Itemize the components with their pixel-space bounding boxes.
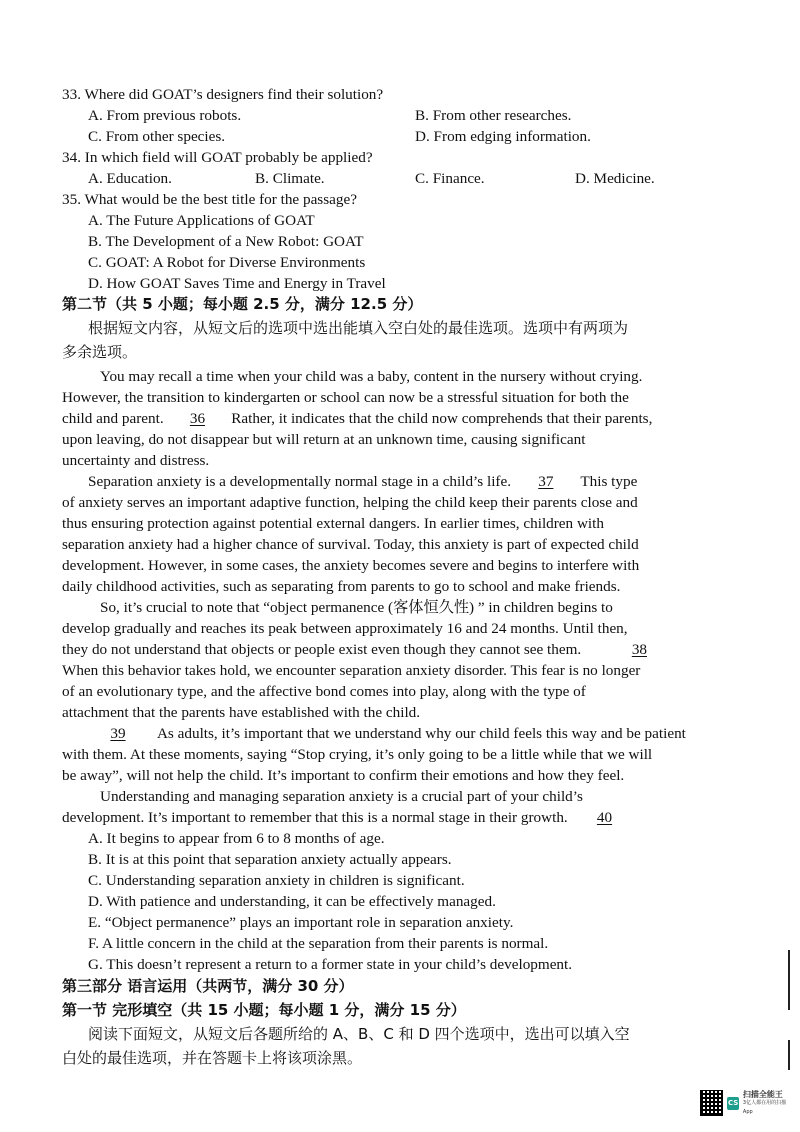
p2-line4: separation anxiety had a higher chance of survival. Today, this anxiety is part of expected child <box>62 536 639 553</box>
p5-line1: Understanding and managing separation anxiety is a crucial part of your child’s <box>100 788 583 805</box>
p2-line1-start: Separation anxiety is a developmentally normal stage in a child’s life. <box>88 473 512 490</box>
p2-line3: thus ensuring protection against potential external dangers. In earlier times, children with <box>62 515 604 532</box>
blank-37: 37 <box>538 473 554 490</box>
p3-line4: When this behavior takes hold, we encounter separation anxiety disorder. This fear is no longer <box>62 662 641 679</box>
question-35-option-b: B. The Development of a New Robot: GOAT <box>88 233 364 250</box>
question-35-stem: 35. What would be the best title for the passage? <box>62 191 357 208</box>
p5-line2-text: development. It’s important to remember that this is a normal stage in their growth. <box>62 809 568 826</box>
question-35-option-d: D. How GOAT Saves Time and Energy in Travel <box>88 275 386 292</box>
blank-39: 39 <box>110 725 126 742</box>
choice-f: F. A little concern in the child at the separation from their parents is normal. <box>88 935 549 952</box>
p2-line1 <box>88 471 637 492</box>
p2-line5: development. However, in some cases, the anxiety becomes severe and begins to interfere with <box>62 557 640 574</box>
p1-line3-start: child and parent. <box>62 410 164 427</box>
blank-38: 38 <box>631 641 647 658</box>
section-2-instruction-line1: 根据短文内容，从短文后的选项中选出能填入空白处的最佳选项。选项中有两项为 <box>88 319 629 337</box>
p2-line1-end: This type <box>580 473 638 490</box>
p4-line1 <box>88 723 686 744</box>
section-2-instruction-line2: 多余选项。 <box>62 343 138 361</box>
p1-line2: However, the transition to kindergarten or school can now be a stressful situation for both the <box>62 389 629 406</box>
p3-line6: attachment that the parents have established with the child. <box>62 704 421 721</box>
part-3-heading: 第三部分 语言运用（共两节，满分 30 分） <box>62 977 354 995</box>
qr-code-icon <box>700 1090 723 1116</box>
p1-line3-end: Rather, it indicates that the child now comprehends that their parents, <box>231 410 653 427</box>
camscanner-logo-icon: CS <box>727 1097 739 1110</box>
scan-edge-mark <box>788 950 790 1010</box>
p1-line1: You may recall a time when your child was a baby, content in the nursery without crying. <box>100 368 643 385</box>
part-3-sub-heading: 第一节 完形填空（共 15 小题；每小题 1 分，满分 15 分） <box>62 1001 466 1019</box>
blank-36: 36 <box>189 410 206 427</box>
choice-c: C. Understanding separation anxiety in children is significant. <box>88 872 465 889</box>
scanner-watermark <box>700 1088 790 1118</box>
p3-line3 <box>62 639 647 660</box>
p3-line2: develop gradually and reaches its peak between approximately 16 and 24 months. Until then, <box>62 620 628 637</box>
p4-line2: with them. At these moments, saying “Stop crying, it’s only going to be a little while that we will <box>62 746 653 763</box>
choice-a: A. It begins to appear from 6 to 8 months of age. <box>88 830 385 847</box>
part-3-instruction-line2: 白处的最佳选项，并在答题卡上将该项涂黑。 <box>62 1049 363 1067</box>
p2-line6: daily childhood activities, such as separating from parents to go to school and make friends. <box>62 578 621 595</box>
p3-line3-text: they do not understand that objects or people exist even though they cannot see them. <box>62 641 582 658</box>
part-3-instruction-line1: 阅读下面短文，从短文后各题所给的 A、B、C 和 D 四个选项中，选出可以填入空 <box>88 1025 630 1043</box>
choice-d: D. With patience and understanding, it can be effectively managed. <box>88 893 496 910</box>
choice-b: B. It is at this point that separation anxiety actually appears. <box>88 851 452 868</box>
question-33-option-c: C. From other species. <box>88 128 226 145</box>
question-34-option-d: D. Medicine. <box>575 170 655 187</box>
scanner-subtitle: 3亿人都在用的扫描App <box>742 1099 787 1115</box>
question-33-option-a: A. From previous robots. <box>88 107 242 124</box>
section-2-heading: 第二节（共 5 小题；每小题 2.5 分，满分 12.5 分） <box>62 295 423 313</box>
question-34-option-c: C. Finance. <box>415 170 485 187</box>
p2-line2: of anxiety serves an important adaptive function, helping the child keep their parents close and <box>62 494 638 511</box>
question-33-option-d: D. From edging information. <box>415 128 591 145</box>
p1-line5: uncertainty and distress. <box>62 452 210 469</box>
question-34-option-a: A. Education. <box>88 170 172 187</box>
question-33-option-b: B. From other researches. <box>415 107 572 124</box>
p3-line1: So, it’s crucial to note that “object permanence (客体恒久性) ” in children begins to <box>100 599 613 616</box>
choice-e: E. “Object permanence” plays an important role in separation anxiety. <box>88 914 514 931</box>
p5-line2 <box>62 807 632 828</box>
question-33-stem: 33. Where did GOAT’s designers find their solution? <box>62 86 384 103</box>
question-34-stem: 34. In which field will GOAT probably be applied? <box>62 149 373 166</box>
scanner-name: 扫描全能王 <box>742 1089 783 1099</box>
question-35-option-c: C. GOAT: A Robot for Diverse Environments <box>88 254 366 271</box>
blank-40: 40 <box>596 809 613 826</box>
scan-edge-mark <box>788 1040 790 1070</box>
p1-line4: upon leaving, do not disappear but will return at an unknown time, causing significant <box>62 431 586 448</box>
p1-line3 <box>62 408 652 429</box>
p4-line1-text: As adults, it’s important that we understand why our child feels this way and be patient <box>156 725 686 742</box>
p3-line5: of an evolutionary type, and the affective bond comes into play, along with the type of <box>62 683 586 700</box>
question-34-option-b: B. Climate. <box>255 170 325 187</box>
question-35-option-a: A. The Future Applications of GOAT <box>88 212 315 229</box>
choice-g: G. This doesn’t represent a return to a former state in your child’s development. <box>88 956 573 973</box>
p4-line3: be away”, will not help the child. It’s important to confirm their emotions and how they feel. <box>62 767 625 784</box>
